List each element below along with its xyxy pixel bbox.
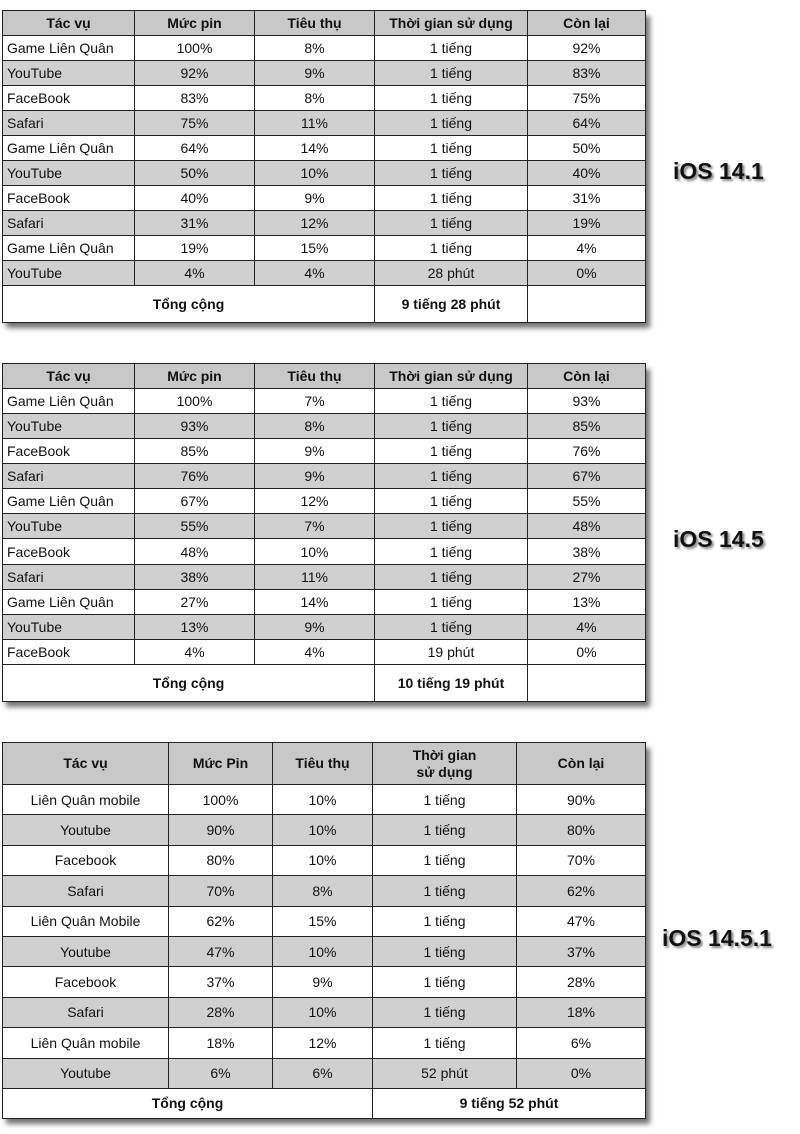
remaining-cell: 92%: [528, 36, 646, 61]
remaining-cell: 62%: [517, 876, 646, 906]
task-cell: YouTube: [3, 161, 135, 186]
battery-level-cell: 50%: [135, 161, 255, 186]
table-row: [3, 589, 646, 614]
consumption-cell: 8%: [255, 36, 375, 61]
battery-level-cell: 4%: [135, 261, 255, 286]
consumption-cell: 10%: [255, 161, 375, 186]
table-row: [3, 639, 646, 664]
remaining-cell: 6%: [517, 1028, 646, 1058]
usage-time-cell: 28 phút: [375, 261, 528, 286]
usage-time-cell: 1 tiếng: [373, 997, 517, 1027]
battery-level-cell: 40%: [135, 186, 255, 211]
task-cell: FaceBook: [3, 186, 135, 211]
remaining-cell: 93%: [528, 389, 646, 414]
header-row: [3, 11, 646, 36]
consumption-cell: 9%: [255, 61, 375, 86]
consumption-cell: 12%: [255, 489, 375, 514]
table-row: [3, 211, 646, 236]
battery-level-cell: 47%: [169, 936, 273, 966]
table-row: [3, 614, 646, 639]
battery-level-cell: 85%: [135, 439, 255, 464]
usage-time-cell: 1 tiếng: [373, 845, 517, 875]
consumption-cell: 9%: [273, 967, 373, 997]
task-cell: Safari: [3, 564, 135, 589]
battery-level-cell: 62%: [169, 906, 273, 936]
usage-time-cell: 1 tiếng: [375, 86, 528, 111]
task-cell: Safari: [3, 111, 135, 136]
remaining-cell: 75%: [528, 86, 646, 111]
table-row: [3, 1058, 646, 1088]
header-row: [3, 743, 646, 785]
usage-time-cell: 1 tiếng: [375, 614, 528, 639]
battery-table-ios-14-5-1: [2, 742, 646, 1118]
usage-time-cell: 52 phút: [373, 1058, 517, 1088]
battery-level-cell: 4%: [135, 639, 255, 664]
remaining-cell: 48%: [528, 514, 646, 539]
task-cell: Safari: [3, 997, 169, 1027]
total-row: [3, 1088, 646, 1118]
usage-time-cell: 1 tiếng: [375, 489, 528, 514]
consumption-cell: 7%: [255, 514, 375, 539]
remaining-cell: 31%: [528, 186, 646, 211]
task-cell: Facebook: [3, 967, 169, 997]
usage-time-cell: 1 tiếng: [373, 1028, 517, 1058]
remaining-cell: 19%: [528, 211, 646, 236]
battery-level-cell: 90%: [169, 815, 273, 845]
remaining-cell: 28%: [517, 967, 646, 997]
battery-level-cell: 76%: [135, 464, 255, 489]
task-cell: YouTube: [3, 514, 135, 539]
consumption-cell: 10%: [273, 785, 373, 815]
consumption-cell: 11%: [255, 564, 375, 589]
remaining-cell: 4%: [528, 236, 646, 261]
consumption-cell: 7%: [255, 389, 375, 414]
table-row: [3, 489, 646, 514]
column-header: Thời gian sử dụng: [375, 11, 528, 36]
usage-time-cell: 1 tiếng: [373, 967, 517, 997]
empty-cell: [528, 664, 646, 701]
column-header: Thời gian sử dụng: [375, 364, 528, 389]
task-cell: Liên Quân Mobile: [3, 906, 169, 936]
remaining-cell: 0%: [528, 639, 646, 664]
battery-level-cell: 27%: [135, 589, 255, 614]
task-cell: Safari: [3, 211, 135, 236]
battery-level-cell: 93%: [135, 414, 255, 439]
battery-table-ios-14-5: [2, 363, 646, 701]
consumption-cell: 4%: [255, 261, 375, 286]
battery-level-cell: 70%: [169, 876, 273, 906]
consumption-cell: 4%: [255, 639, 375, 664]
task-cell: YouTube: [3, 414, 135, 439]
battery-level-cell: 19%: [135, 236, 255, 261]
usage-time-cell: 1 tiếng: [373, 876, 517, 906]
table-row: [3, 111, 646, 136]
table-row: [3, 967, 646, 997]
usage-time-cell: 1 tiếng: [375, 36, 528, 61]
task-cell: Safari: [3, 876, 169, 906]
total-label: Tổng cộng: [3, 664, 375, 701]
table-row: [3, 845, 646, 875]
battery-level-cell: 48%: [135, 539, 255, 564]
table-row: [3, 61, 646, 86]
total-value: 10 tiếng 19 phút: [375, 664, 528, 701]
usage-time-cell: 1 tiếng: [375, 186, 528, 211]
remaining-cell: 0%: [517, 1058, 646, 1088]
usage-time-cell: 1 tiếng: [375, 389, 528, 414]
remaining-cell: 38%: [528, 539, 646, 564]
table-row: [3, 414, 646, 439]
battery-level-cell: 83%: [135, 86, 255, 111]
consumption-cell: 14%: [255, 136, 375, 161]
battery-level-cell: 55%: [135, 514, 255, 539]
consumption-cell: 15%: [273, 906, 373, 936]
consumption-cell: 11%: [255, 111, 375, 136]
table-row: [3, 1028, 646, 1058]
table-row: [3, 997, 646, 1027]
usage-time-cell: 1 tiếng: [375, 111, 528, 136]
remaining-cell: 37%: [517, 936, 646, 966]
battery-table-ios-14-1: [2, 10, 646, 322]
os-version-label: iOS 14.5.1: [662, 925, 772, 951]
column-header: Còn lại: [528, 364, 646, 389]
task-cell: Youtube: [3, 1058, 169, 1088]
table-row: [3, 261, 646, 286]
table-row: [3, 36, 646, 61]
column-header: Tác vụ: [3, 11, 135, 36]
table-row: [3, 464, 646, 489]
consumption-cell: 8%: [255, 86, 375, 111]
remaining-cell: 4%: [528, 614, 646, 639]
column-header: Mức pin: [135, 364, 255, 389]
task-cell: Youtube: [3, 936, 169, 966]
usage-time-cell: 1 tiếng: [375, 464, 528, 489]
usage-time-cell: 1 tiếng: [375, 514, 528, 539]
task-cell: FaceBook: [3, 439, 135, 464]
column-header: Tác vụ: [3, 364, 135, 389]
task-cell: YouTube: [3, 614, 135, 639]
remaining-cell: 55%: [528, 489, 646, 514]
consumption-cell: 10%: [273, 845, 373, 875]
table-row: [3, 936, 646, 966]
consumption-cell: 8%: [273, 876, 373, 906]
consumption-cell: 6%: [273, 1058, 373, 1088]
task-cell: FaceBook: [3, 639, 135, 664]
usage-time-cell: 1 tiếng: [373, 815, 517, 845]
table-row: [3, 161, 646, 186]
column-header: Thời gian sử dụng: [373, 743, 517, 785]
remaining-cell: 90%: [517, 785, 646, 815]
remaining-cell: 50%: [528, 136, 646, 161]
task-cell: Game Liên Quân: [3, 589, 135, 614]
task-cell: YouTube: [3, 61, 135, 86]
remaining-cell: 47%: [517, 906, 646, 936]
task-cell: Game Liên Quân: [3, 389, 135, 414]
usage-time-cell: 19 phút: [375, 639, 528, 664]
usage-time-cell: 1 tiếng: [375, 589, 528, 614]
task-cell: YouTube: [3, 261, 135, 286]
battery-level-cell: 13%: [135, 614, 255, 639]
column-header: Tiêu thụ: [255, 364, 375, 389]
table-row: [3, 514, 646, 539]
table-row: [3, 186, 646, 211]
task-cell: Youtube: [3, 815, 169, 845]
task-cell: Game Liên Quân: [3, 136, 135, 161]
table-row: [3, 439, 646, 464]
usage-time-cell: 1 tiếng: [373, 936, 517, 966]
total-label: Tổng cộng: [3, 1088, 373, 1118]
battery-level-cell: 100%: [135, 389, 255, 414]
remaining-cell: 76%: [528, 439, 646, 464]
column-header: Còn lại: [528, 11, 646, 36]
usage-time-cell: 1 tiếng: [375, 61, 528, 86]
remaining-cell: 18%: [517, 997, 646, 1027]
total-value: 9 tiếng 52 phút: [373, 1088, 646, 1118]
task-cell: Game Liên Quân: [3, 236, 135, 261]
battery-level-cell: 37%: [169, 967, 273, 997]
usage-time-cell: 1 tiếng: [375, 236, 528, 261]
consumption-cell: 10%: [273, 815, 373, 845]
task-cell: Liên Quân mobile: [3, 785, 169, 815]
task-cell: FaceBook: [3, 539, 135, 564]
os-version-label: iOS 14.5: [673, 526, 764, 552]
usage-time-cell: 1 tiếng: [375, 564, 528, 589]
task-cell: FaceBook: [3, 86, 135, 111]
remaining-cell: 40%: [528, 161, 646, 186]
task-cell: Liên Quân mobile: [3, 1028, 169, 1058]
remaining-cell: 64%: [528, 111, 646, 136]
task-cell: Game Liên Quân: [3, 489, 135, 514]
table-row: [3, 389, 646, 414]
remaining-cell: 80%: [517, 815, 646, 845]
battery-level-cell: 64%: [135, 136, 255, 161]
battery-level-cell: 67%: [135, 489, 255, 514]
task-cell: Facebook: [3, 845, 169, 875]
battery-level-cell: 100%: [169, 785, 273, 815]
usage-time-cell: 1 tiếng: [373, 906, 517, 936]
battery-level-cell: 6%: [169, 1058, 273, 1088]
table-row: [3, 86, 646, 111]
battery-level-cell: 38%: [135, 564, 255, 589]
os-version-label: iOS 14.1: [673, 158, 764, 184]
total-value: 9 tiếng 28 phút: [375, 286, 528, 323]
table-row: [3, 236, 646, 261]
usage-time-cell: 1 tiếng: [375, 161, 528, 186]
task-cell: Safari: [3, 464, 135, 489]
header-row: [3, 364, 646, 389]
remaining-cell: 83%: [528, 61, 646, 86]
consumption-cell: 15%: [255, 236, 375, 261]
table-row: [3, 564, 646, 589]
consumption-cell: 10%: [273, 936, 373, 966]
usage-time-cell: 1 tiếng: [375, 414, 528, 439]
table-row: [3, 136, 646, 161]
battery-level-cell: 80%: [169, 845, 273, 875]
consumption-cell: 9%: [255, 439, 375, 464]
battery-level-cell: 75%: [135, 111, 255, 136]
consumption-cell: 8%: [255, 414, 375, 439]
column-header: Còn lại: [517, 743, 646, 785]
consumption-cell: 9%: [255, 186, 375, 211]
consumption-cell: 9%: [255, 614, 375, 639]
usage-time-cell: 1 tiếng: [375, 136, 528, 161]
consumption-cell: 14%: [255, 589, 375, 614]
remaining-cell: 27%: [528, 564, 646, 589]
usage-time-cell: 1 tiếng: [375, 211, 528, 236]
column-header: Tiêu thụ: [273, 743, 373, 785]
column-header: Tác vụ: [3, 743, 169, 785]
consumption-cell: 10%: [273, 997, 373, 1027]
column-header: Mức Pin: [169, 743, 273, 785]
battery-level-cell: 28%: [169, 997, 273, 1027]
usage-time-cell: 1 tiếng: [373, 785, 517, 815]
table-row: [3, 815, 646, 845]
remaining-cell: 70%: [517, 845, 646, 875]
table-row: [3, 906, 646, 936]
consumption-cell: 9%: [255, 464, 375, 489]
consumption-cell: 12%: [273, 1028, 373, 1058]
usage-time-cell: 1 tiếng: [375, 439, 528, 464]
usage-time-cell: 1 tiếng: [375, 539, 528, 564]
battery-level-cell: 100%: [135, 36, 255, 61]
total-row: [3, 664, 646, 701]
table-row: [3, 539, 646, 564]
consumption-cell: 12%: [255, 211, 375, 236]
remaining-cell: 67%: [528, 464, 646, 489]
empty-cell: [528, 286, 646, 323]
total-label: Tổng cộng: [3, 286, 375, 323]
remaining-cell: 85%: [528, 414, 646, 439]
table-row: [3, 876, 646, 906]
battery-level-cell: 18%: [169, 1028, 273, 1058]
remaining-cell: 13%: [528, 589, 646, 614]
task-cell: Game Liên Quân: [3, 36, 135, 61]
consumption-cell: 10%: [255, 539, 375, 564]
table-row: [3, 785, 646, 815]
total-row: [3, 286, 646, 323]
remaining-cell: 0%: [528, 261, 646, 286]
column-header: Mức pin: [135, 11, 255, 36]
battery-level-cell: 92%: [135, 61, 255, 86]
battery-level-cell: 31%: [135, 211, 255, 236]
column-header: Tiêu thụ: [255, 11, 375, 36]
